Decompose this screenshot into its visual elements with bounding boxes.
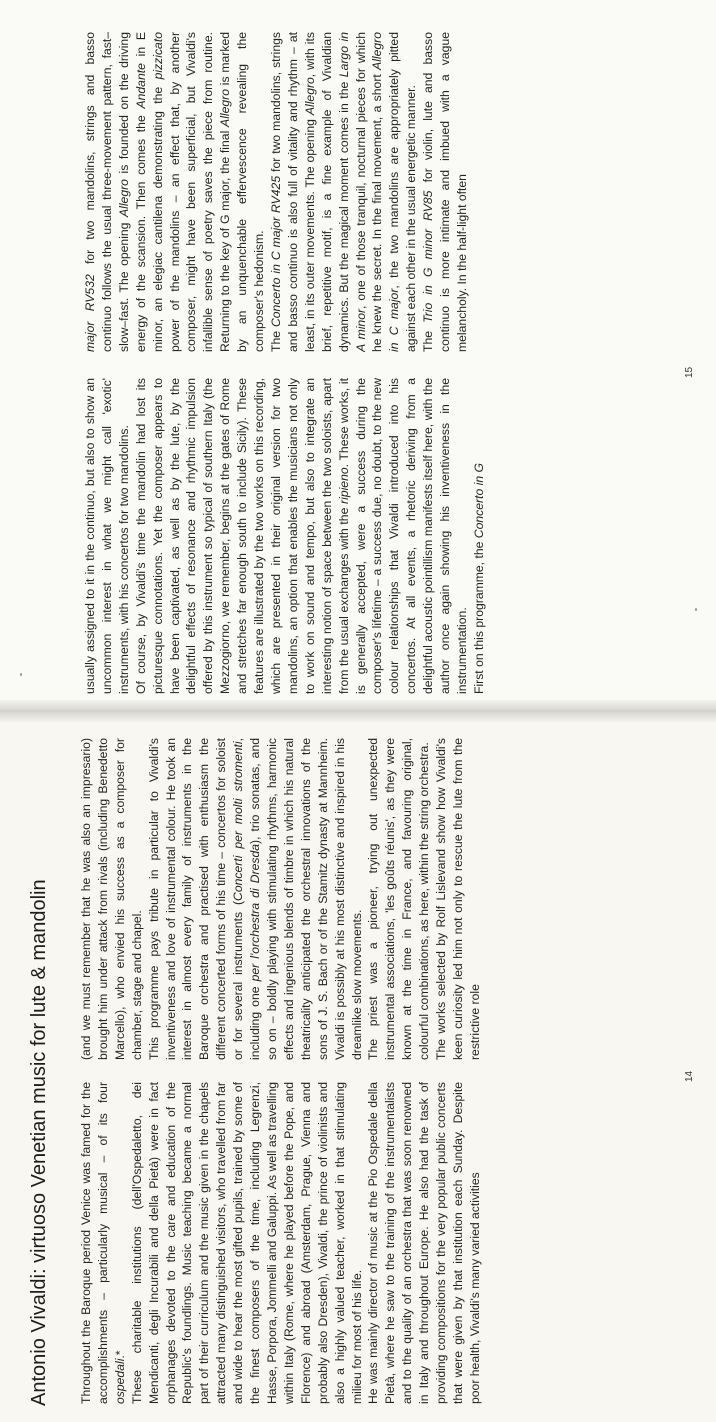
paragraph: These charitable institutions (dell'Ospedaletto, dei Mendicanti, degli Incurabili and della Pietà) were in fact orphanages devoted to the care and education of the Republic's foundlings. Music teaching became a normal part of their curriculum and the music given in the chapels attracted many distinguished visitors, who travelled from far and wide to hear the most gifted pupils, trained by some of the finest composers of the time, including Legrenzi, Hasse, Porpora, Jommelli and Galuppi. As well as travelling within Italy (Rome, where he played before the Pope, and Florence) and abroad (Amsterdam, Prague, Vienna and probably also Dresden), Vivaldi, the prince of violinists and also a highly valued teacher, worked in that stimulating milieu for most of his life. (129, 1082, 364, 1404)
page-number-right: 15 (684, 366, 695, 378)
paragraph: The Trio in G minor RV85 for violin, lute and basso continuo is more intimate and imbued with a vague melancholy. In the half-light often (421, 32, 469, 352)
paper-speck (695, 608, 697, 611)
paragraph: The priest was a pioneer, trying out unexpected instrumental associations, 'les goûts réunis', as they were known at the time in France, and favouring original, colourful combinations, as here, within the string orchestra. (366, 738, 432, 1060)
binding-gutter (0, 700, 716, 722)
paper-speck (20, 673, 22, 676)
article-heading: Antonio Vivaldi: virtuoso Venetian music for lute & mandolin (28, 879, 50, 1406)
paragraph: He was mainly director of music at the Pio Ospedale della Pietà, where he saw to the training of the instrumentalists and to the quality of an orchestra that was soon renowned in Italy and throughout Europe. He also had the task of providing compositions for the very popular public concerts that were given by that institution each Sunday. Despite poor health, Vivaldi's many varied activities (366, 1082, 482, 1404)
paragraph: (and we must remember that he was also an impresario) brought him under attack from rivals (including Benedetto Marcello), who envied his success as a composer for chamber, stage and chapel. (79, 738, 144, 1060)
text-column-2 (78, 738, 668, 1060)
text-column-1 (78, 1082, 668, 1404)
paragraph: This programme pays tribute in particular to Vivaldi's inventiveness and love of instrumental colour. He took an interest in almost every family of instruments in the Baroque orchestra and practised with enthusiasm the different concerted forms of his time – concertos for soloist or for several instruments (Concerti per molti stromenti, including one per l'orchestra di Dresda), trio sonatas, and so on – boldly playing with stimulating rhythms, harmonic effects and ingenious blends of timbre in which his natural theatricality anticipated the orchestral innovations of the sons of J. S. Bach or of the Stamitz dynasty at Mannheim. Vivaldi is possibly at his most distinctive and inspired in his dreamlike slow movements. (146, 738, 364, 1060)
paragraph: Throughout the Baroque period Venice was famed for the accomplishments – particularly musical – of its four ospedali.* (79, 1082, 127, 1404)
text-column-3 (82, 378, 672, 694)
left-page (0, 711, 716, 1422)
paragraph: First on this programme, the Concerto in G (471, 463, 486, 694)
paragraph: The Concerto in C major RV425 for two mandolins, strings and basso continuo is also full of vitality and rhythm – at least, in its outer movements. The opening Allegro, with its brief, repetitive motif, is a fine example of Vivaldian dynamics. But the magical moment comes in the Largo in A minor, one of those tranquil, nocturnal pieces for which he knew the secret. In the final movement, a short Allegro in C major, the two mandolins are appropriately pitted against each other in the usual energetic manner. (268, 32, 419, 352)
page-number-left: 14 (684, 1070, 695, 1082)
text-column-4 (82, 32, 672, 352)
paragraph: Of course, by Vivaldi's time the mandolin had lost its picturesque connotations. Yet the composer appears to have been captivated, as well as by the lute, by the delightful effects of resonance and rhythmic impulsion offered by this instrument so typical of southern Italy (the Mezzogiorno, we remember, begins at the gates of Rome and stretches far enough south to include Sicily). These features are illustrated by the two works on this recording, which are presented in their original version for two mandolins, an option that enables the musicians not only to work on sound and tempo, but also to integrate an interesting notion of space between the two soloists, apart from the usual exchanges with the ripieno. These works, it is generally accepted, were a success during the composer's lifetime – a success due, no doubt, to the new colour relationships that Vivaldi introduced into his concertos. At all events, a rhetoric deriving from a delightful acoustic pointillism manifests itself here, with the author once again showing his inventiveness in the instrumentation. (133, 378, 469, 694)
paragraph: usually assigned to it in the continuo, but also to show an uncommon interest in what we might call 'exotic' instruments, with his concertos for two mandolins. (83, 378, 131, 694)
paragraph: The works selected by Rolf Lislevand show how Vivaldi's keen curiosity led him not only to rescue the lute from the restrictive role (434, 738, 482, 1060)
paragraph: major RV532 for two mandolins, strings and basso continuo follows the usual three-movement pattern, fast–slow–fast. The opening Allegro is founded on the driving energy of the scansion. Then comes the Andante in E minor, an elegiac cantilena demonstrating the pizzicato power of the mandolins – an effect that, by another composer, might have been superficial, but Vivaldi's infallible sense of poetry saves the piece from routine. Returning to the key of G major, the final Allegro is marked by an unquenchable effervescence revealing the composer's hedonism. (83, 32, 267, 352)
